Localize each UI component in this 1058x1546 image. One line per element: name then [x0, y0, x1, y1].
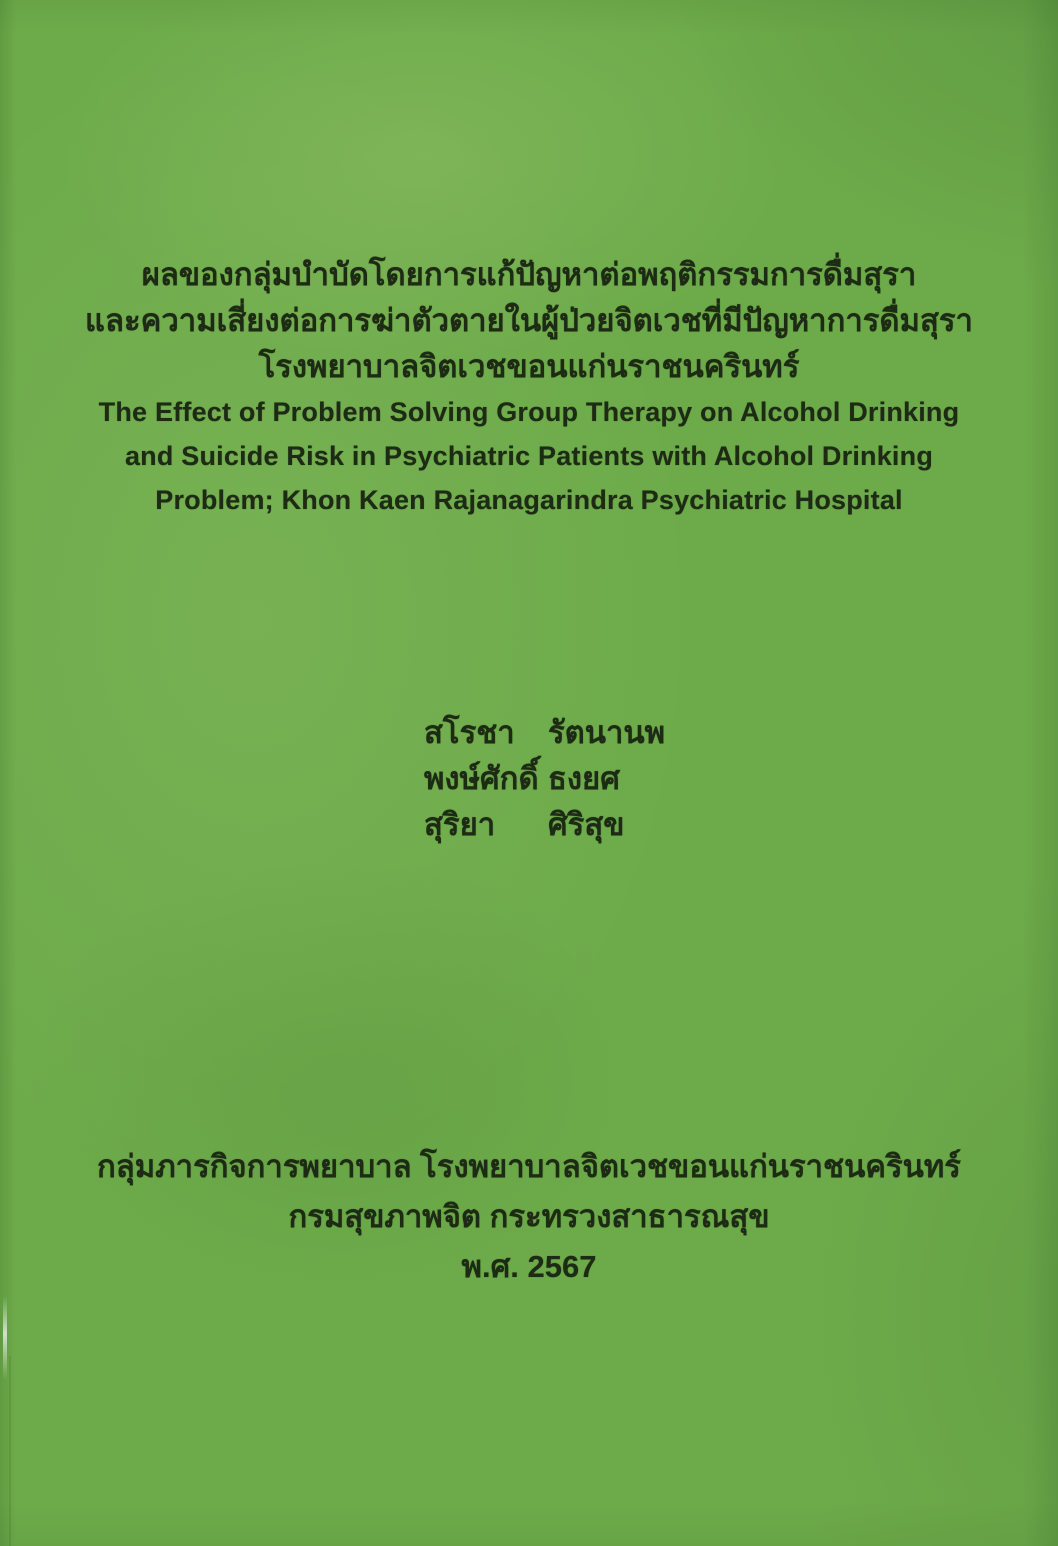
author-row	[424, 802, 665, 848]
author-first-name: พงษ์ศักดิ์	[424, 761, 539, 796]
title-thai-line-2: และความเสี่ยงต่อการฆ่าตัวตายในผู้ป่วยจิตเวชที่มีปัญหาการดื่มสุรา	[85, 303, 973, 338]
author-last-name: ธงยศ	[548, 761, 620, 796]
title-english-line-2: and Suicide Risk in Psychiatric Patients with Alcohol Drinking	[124, 441, 934, 471]
publisher-line-3: พ.ศ. 2567	[461, 1249, 597, 1284]
author-last-name: ศิริสุข	[548, 807, 625, 842]
title-english-line-1: The Effect of Problem Solving Group Therapy on Alcohol Drinking	[98, 397, 960, 427]
author-row	[424, 710, 665, 756]
authors-block	[424, 710, 665, 848]
title-english-line-3: Problem; Khon Kaen Rajanagarindra Psychiatric Hospital	[155, 485, 903, 515]
publisher-line-1: กลุ่มภารกิจการพยาบาล โรงพยาบาลจิตเวชขอนแก่นราชนครินทร์	[97, 1149, 961, 1184]
publisher-line-2: กรมสุขภาพจิต กระทรวงสาธารณสุข	[288, 1199, 770, 1234]
author-row	[424, 756, 665, 802]
title-english	[0, 390, 1058, 522]
author-first-name: สโรชา	[424, 715, 515, 750]
author-first-name: สุริยา	[424, 807, 496, 842]
author-last-name: รัตนานพ	[548, 715, 666, 750]
publisher-block	[0, 1142, 1058, 1292]
title-thai-line-3: โรงพยาบาลจิตเวชขอนแก่นราชนครินทร์	[258, 349, 800, 384]
spine-highlight	[3, 1296, 7, 1380]
title-thai-line-1: ผลของกลุ่มบำบัดโดยการแก้ปัญหาต่อพฤติกรรมการดื่มสุรา	[141, 257, 917, 292]
spine-crease	[9, 1356, 11, 1546]
title-thai	[0, 252, 1058, 390]
